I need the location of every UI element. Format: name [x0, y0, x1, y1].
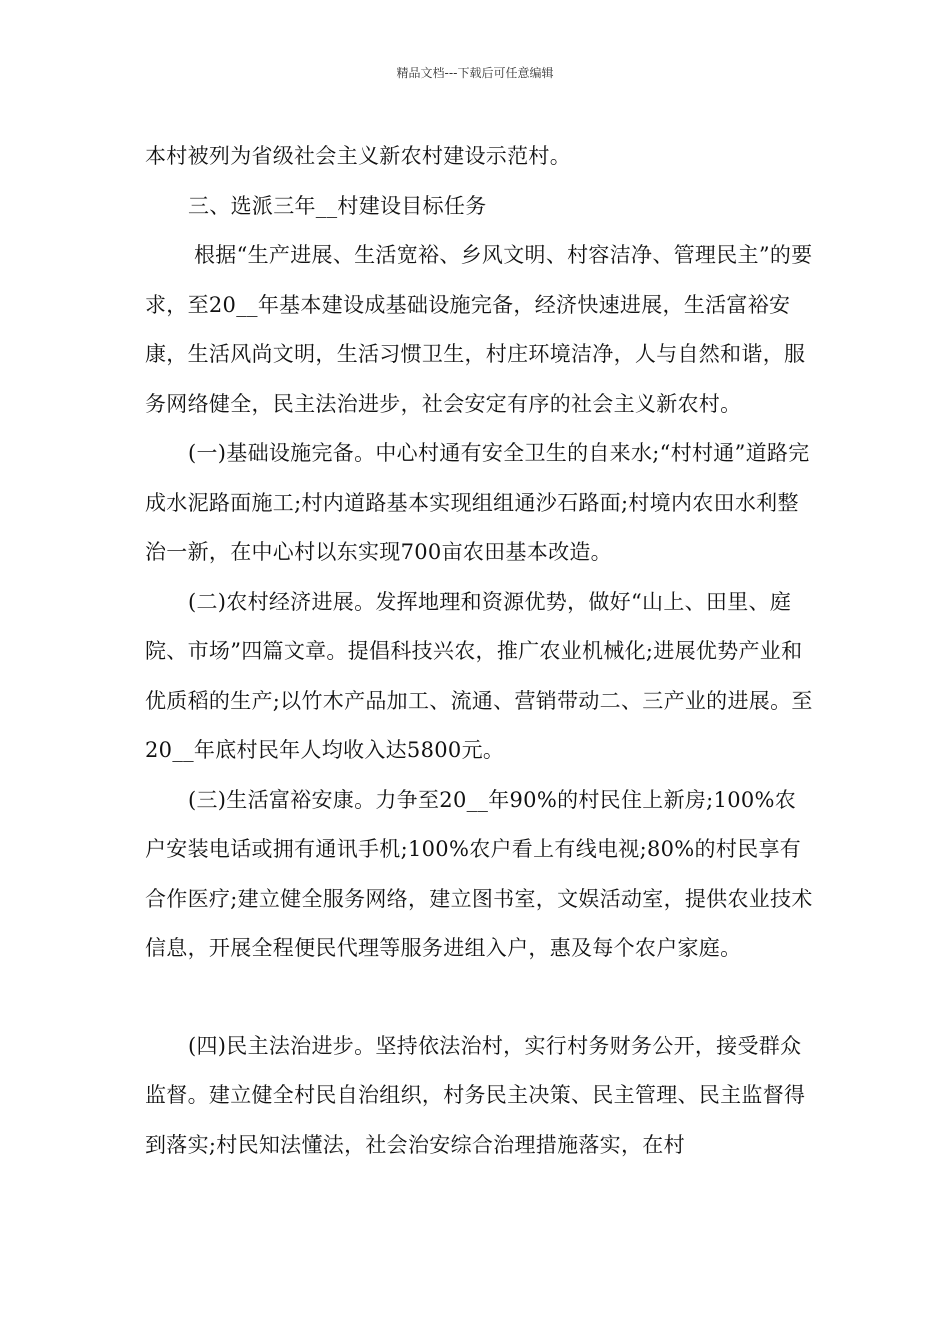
paragraph-living: (三)生活富裕安康。力争至20__年90%的村民住上新房;100%农户安装电话或拥有通讯手机;100%农户看上有线电视;80%的村民享有合作医疗;建立健全服务网络，建立图书室，文娱活动室，提供农业技术信息，开展全程便民代理等服务进组入户，惠及每个农户家庭。: [145, 787, 813, 960]
paragraph-continuation: 本村被列为省级社会主义新农村建设示范村。: [145, 144, 571, 168]
section-heading: 三、选派三年__村建设目标任务: [188, 193, 487, 218]
paragraph-economy: (二)农村经济进展。发挥地理和资源优势，做好“山上、田里、庭院、市场”四篇文章。提倡科技兴农，推广农业机械化;进展优势产业和优质稻的生产;以竹木产品加工、流通、营销带动二、三产业的进展。至20__年底村民年人均收入达5800元。: [145, 589, 813, 762]
paragraph-infrastructure: (一)基础设施完备。中心村通有安全卫生的自来水;“村村通”道路完成水泥路面施工;村内道路基本实现组组通沙石路面;村境内农田水利整治一新，在中心村以东实现700亩农田基本改造。: [145, 441, 810, 564]
document-body: [145, 132, 817, 1170]
paragraph-goals: 根据“生产进展、生活宽裕、乡风文明、村容洁净、管理民主”的要求，至20__年基本建设成基础设施完备，经济快速进展，生活富裕安康，生活风尚文明，生活习惯卫生，村庄环境洁净，人与自然和谐，服务网络健全，民主法治进步，社会安定有序的社会主义新农村。: [145, 243, 813, 416]
page-header: 精品文档---下载后可任意编辑: [396, 66, 554, 80]
paragraph-democracy: (四)民主法治进步。坚持依法治村，实行村务财务公开，接受群众监督。建立健全村民自治组织，村务民主决策、民主管理、民主监督得到落实;村民知法懂法，社会治安综合治理措施落实，在村: [145, 1033, 806, 1157]
